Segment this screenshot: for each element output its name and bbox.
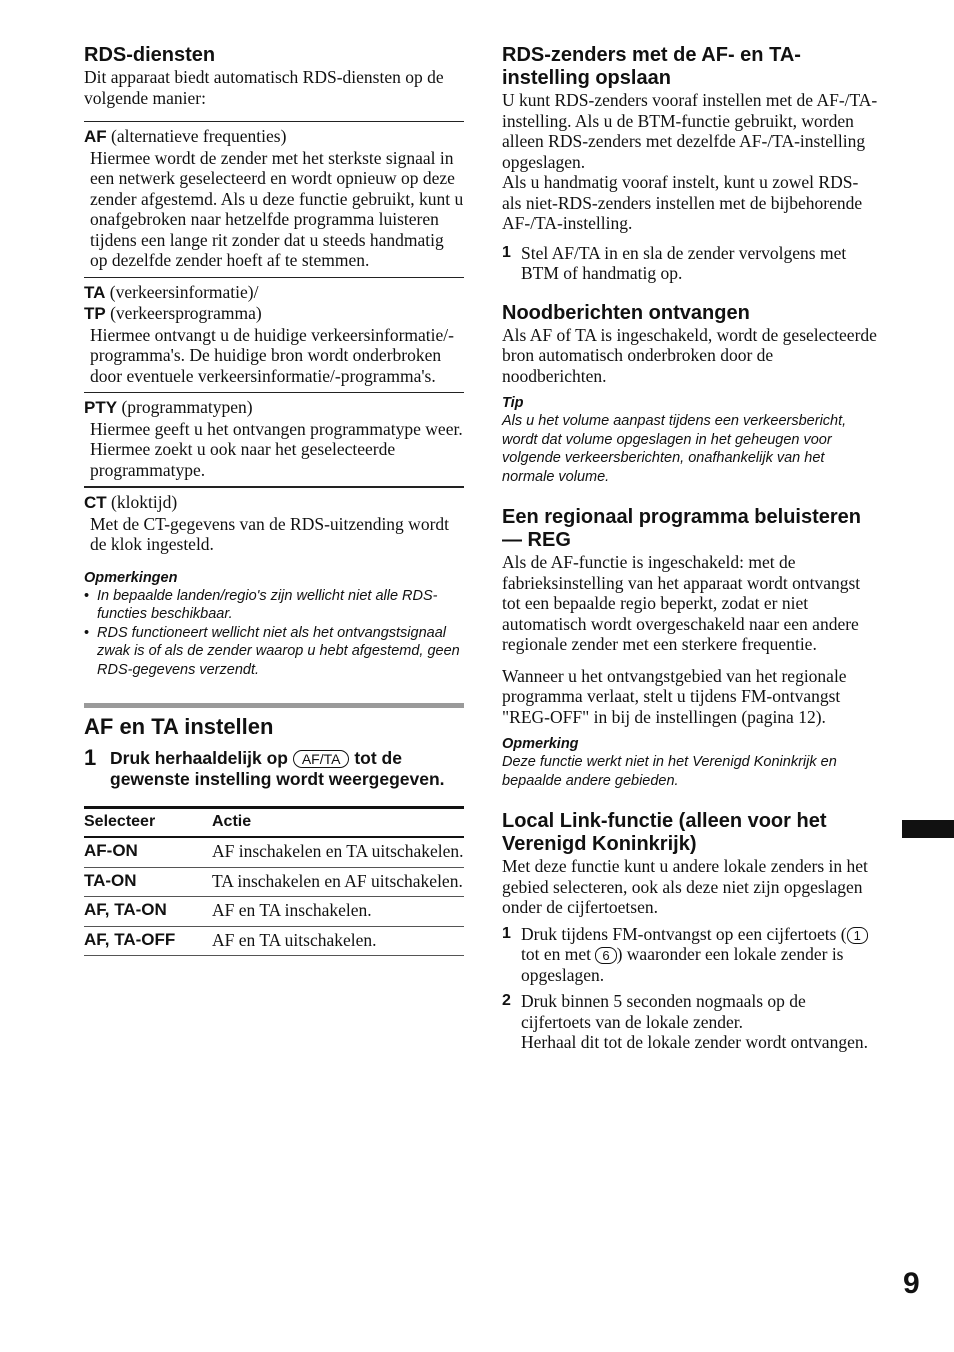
ct-description: Met de CT-gegevens van de RDS-uitzending wordt de klok ingesteld. [90, 513, 450, 554]
number-key-1-button: 1 [847, 927, 868, 944]
table-row [84, 926, 464, 956]
left-column [84, 44, 464, 956]
table-header-action: Actie [212, 808, 464, 838]
tip-text: Als u het volume aanpast tijdens een verkeersbericht, wordt dat volume opgeslagen in het geheugen voor volgende verkeersberichten, onafhankelijk van het normale volume. [502, 413, 847, 485]
step-text: Druk binnen 5 seconden nogmaals op de cijfertoets van de lokale zender. [521, 991, 806, 1032]
pty-description: Hiermee geeft u het ontvangen programmatype weer. Hiermee zoekt u ook naar het geselecteerde programmatype. [90, 418, 463, 480]
notes-heading: Opmerkingen [84, 569, 178, 586]
table-cell-setting: TA-ON [84, 867, 212, 897]
table-cell-setting: AF, TA-ON [84, 897, 212, 927]
table-header-select: Selecteer [84, 808, 212, 838]
rds-services-heading: RDS-diensten [84, 44, 216, 66]
local-link-body: Met deze functie kunt u andere lokale zenders in het gebied selecteren, ook als deze niet zijn opgeslagen onder de cijfertoetsen. [502, 856, 868, 917]
ta-tp-definition [84, 277, 464, 393]
right-column [502, 44, 880, 1053]
local-link-heading: Local Link-functie (alleen voor het Verenigd Koninkrijk) [502, 810, 827, 855]
ct-term: CT [84, 493, 107, 512]
table-cell-action: TA inschakelen en AF uitschakelen. [212, 867, 464, 897]
step-text-extra: Herhaal dit tot de lokale zender wordt ontvangen. [521, 1032, 868, 1052]
step-number: 1 [502, 924, 511, 942]
ta-term-paren: (verkeersinformatie)/ [105, 281, 259, 302]
af-ta-key-button: AF/TA [293, 750, 350, 768]
reg-note-heading: Opmerking [502, 736, 579, 752]
table-row [84, 837, 464, 867]
table-row [84, 867, 464, 897]
table-row [84, 897, 464, 927]
tp-term: TP [84, 304, 106, 323]
step-text-pre: Druk herhaaldelijk op [110, 748, 293, 768]
section-divider [84, 703, 464, 708]
table-cell-setting: AF, TA-OFF [84, 926, 212, 956]
table-cell-action: AF inschakelen en TA uitschakelen. [212, 837, 464, 867]
step-text-pre: Druk tijdens FM-ontvangst op een cijfertoets ( [521, 923, 847, 944]
af-ta-step-1 [84, 745, 464, 790]
table-cell-setting: AF-ON [84, 837, 212, 867]
step-number: 1 [502, 243, 511, 261]
emergency-heading: Noodberichten ontvangen [502, 301, 750, 324]
preset-body-2: Als u handmatig vooraf instelt, kunt u zowel RDS- als niet-RDS-zenders instellen met de bijbehorende AF-/TA-instelling. [502, 172, 863, 233]
reg-body-2: Wanneer u het ontvangstgebied van het regionale programma verlaat, stelt u tijdens FM-ontvangst "REG-OFF" in bij de instellingen (pagina 12). [502, 665, 847, 727]
rds-notes [84, 569, 464, 680]
preset-body-1: U kunt RDS-zenders vooraf instellen met de AF-/TA-instelling. Als u de BTM-functie gebruikt, worden alleen RDS-zenders met dezelfde AF-/TA-instelling opgeslagen. [502, 90, 878, 172]
ta-term: TA [84, 282, 106, 302]
number-key-6-button: 6 [595, 947, 616, 964]
section-tab-marker [902, 820, 954, 838]
af-term-paren: (alternatieve frequenties) [106, 126, 287, 146]
tip-heading: Tip [502, 395, 524, 411]
rds-services-intro: Dit apparaat biedt automatisch RDS-diensten op de volgende manier: [84, 67, 444, 108]
tp-term-paren: (verkeersprogramma) [105, 303, 262, 323]
step-text-post: ) waaronder een lokale zender is opgeslagen. [521, 944, 844, 985]
step-text: Stel AF/TA in en sla de zender vervolgens met BTM of handmatig op. [521, 242, 847, 283]
pty-definition [84, 392, 464, 486]
step-text-post: tot de gewenste instelling wordt weergegeven. [110, 748, 445, 789]
reg-body-1: Als de AF-functie is ingeschakeld: met de fabrieksinstelling van het apparaat wordt ontvangst tot een bepaalde regio beperkt, zodat er niet automatisch wordt overgeschakeld naar een andere regionale zender met een sterkere frequentie. [502, 552, 861, 654]
table-cell-action: AF en TA uitschakelen. [212, 926, 464, 956]
emergency-body: Als AF of TA is ingeschakeld, wordt de geselecteerde bron automatisch onderbroken door de noodberichten. [502, 324, 877, 386]
note-item: • RDS functioneert wellicht niet als het ontvangstsignaal zwak is of als de zender waarop u hebt afgestemd, geen RDS-gegevens verzendt. [84, 624, 464, 680]
af-term: AF [84, 127, 107, 146]
af-ta-heading: AF en TA instellen [84, 714, 274, 739]
preset-heading: RDS-zenders met de AF- en TA-instelling opslaan [502, 44, 801, 89]
step-number: 1 [84, 745, 97, 770]
ct-definition [84, 486, 464, 561]
note-item: • In bepaalde landen/regio's zijn wellicht niet alle RDS-functies beschikbaar. [84, 587, 464, 624]
af-description: Hiermee wordt de zender met het sterkste signaal in een netwerk geselecteerd en wordt opnieuw op deze zender afgestemd. Als u deze functie gebruikt, kunt u onafgebroken naar hetzelfde programma luisteren tijdens een lange rit zonder dat u steeds handmatig op dezelfde zender hoeft af te stemmen. [90, 147, 464, 270]
ct-term-paren: (kloktijd) [106, 492, 178, 512]
af-ta-settings-table [84, 806, 464, 956]
preset-step-1 [502, 243, 880, 284]
reg-heading: Een regionaal programma beluisteren — REG [502, 506, 861, 551]
local-link-step-1 [502, 924, 880, 986]
step-text-mid: tot en met [521, 944, 596, 964]
pty-term: PTY [84, 398, 118, 417]
ta-tp-description: Hiermee ontvangt u de huidige verkeersinformatie/-programma's. De huidige bron wordt onderbroken door eventuele verkeersinformatie/-programma's. [90, 324, 454, 386]
page-number: 9 [903, 1267, 920, 1300]
pty-term-paren: (programmatypen) [117, 397, 253, 417]
step-number: 2 [502, 992, 511, 1009]
reg-note-text: Deze functie werkt niet in het Verenigd Koninkrijk en bepaalde andere gebieden. [502, 754, 837, 789]
af-definition [84, 121, 464, 277]
local-link-step-2 [502, 991, 880, 1053]
table-cell-action: AF en TA inschakelen. [212, 897, 464, 927]
